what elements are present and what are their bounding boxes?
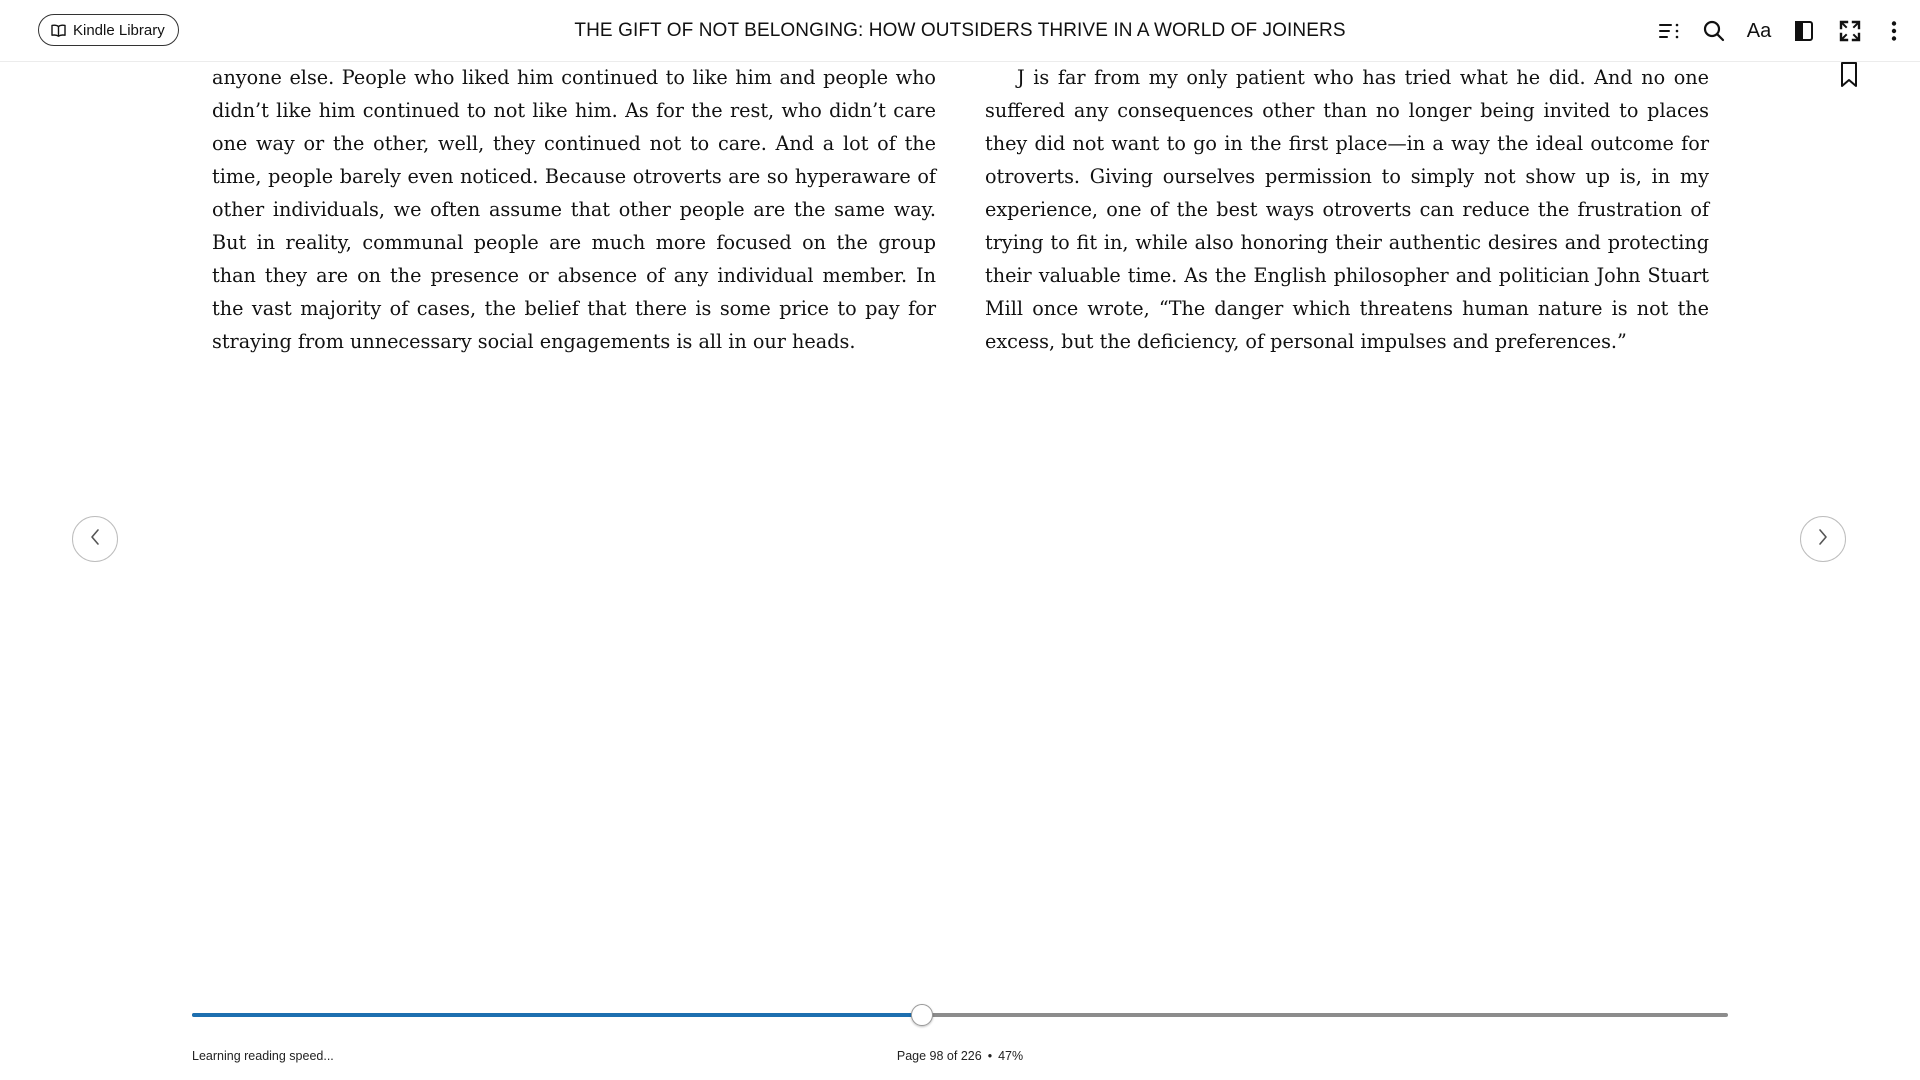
search-icon[interactable] (1699, 16, 1729, 46)
font-settings-icon[interactable]: Aa (1746, 20, 1772, 42)
reading-progress-slider[interactable] (192, 1003, 1728, 1027)
left-page-text: anyone else. People who liked him continued to like him and people who didn’t like him continued to not like him. As for the rest, who didn’t care one way or the other, well, they continued not to care. And a lot of the time, people barely even noticed. Because otroverts are so hyperaware of other individuals, we often assume that other people are the same way. But in reality, communal people are much more focused on the group than they are on the presence or absence of any individual member. In the vast majority of cases, the belief that there is some price to pay for straying from unnecessary social engagements is all in our heads. (212, 66, 936, 353)
chevron-right-icon (1817, 528, 1829, 551)
book-title: THE GIFT OF NOT BELONGING: HOW OUTSIDERS THRIVE IN A WORLD OF JOINERS (574, 20, 1346, 41)
left-page-column (212, 61, 936, 358)
right-page-column (985, 61, 1709, 358)
next-page-button[interactable] (1800, 516, 1846, 562)
progress-fill (192, 1013, 922, 1017)
bookmark-icon[interactable] (1838, 61, 1860, 89)
percent-read-text: 47% (998, 1049, 1024, 1063)
top-toolbar (0, 0, 1920, 62)
progress-thumb[interactable] (911, 1004, 933, 1026)
previous-page-button[interactable] (72, 516, 118, 562)
kindle-library-button[interactable] (38, 14, 179, 46)
right-page-text: J is far from my only patient who has tried what he did. And no one suffered any consequences other than no longer being invited to places they did not want to go in the first place—in a way the ideal outcome for otroverts. Giving ourselves permission to simply not show up is, in my experience, one of the best ways otroverts can reduce the frustration of trying to fit in, while also honoring their authentic desires and protecting their valuable time. As the English philosopher and politician John Stuart Mill once wrote, “The danger which threatens human nature is not the excess, but the deficiency, of personal impulses and preferences.” (985, 66, 1709, 353)
reading-view-icon[interactable] (1789, 16, 1819, 46)
chevron-left-icon (89, 528, 101, 551)
table-of-contents-icon[interactable] (1654, 16, 1684, 46)
kindle-library-label: Kindle Library (73, 21, 165, 39)
page-number-text: Page 98 of 226 (896, 1049, 982, 1063)
more-options-icon[interactable] (1879, 16, 1909, 46)
reading-speed-status: Learning reading speed... (192, 1049, 334, 1063)
separator-dot: • (987, 1049, 993, 1063)
open-book-icon (51, 24, 66, 37)
fullscreen-icon[interactable] (1835, 16, 1865, 46)
page-location (860, 1049, 1060, 1063)
